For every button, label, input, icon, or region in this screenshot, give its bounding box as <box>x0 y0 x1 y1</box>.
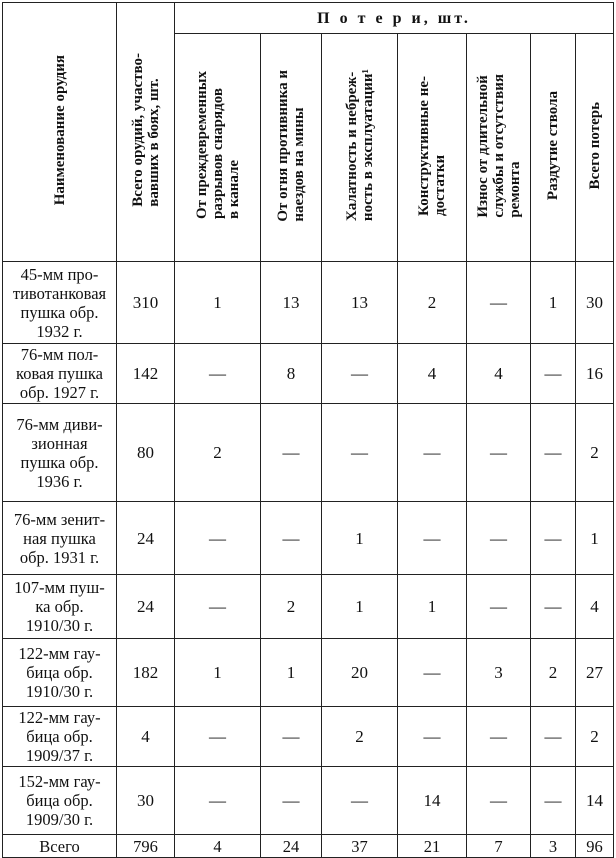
header-loss-col-6 <box>531 34 576 262</box>
total-row <box>3 835 614 858</box>
value-cell: 4 <box>467 344 531 404</box>
value-cell: 16 <box>576 344 614 404</box>
value-cell: — <box>531 575 576 639</box>
value-cell: — <box>175 575 261 639</box>
value-cell: — <box>175 344 261 404</box>
table-row <box>3 262 614 344</box>
value-cell: 14 <box>398 767 467 835</box>
value-cell: — <box>175 502 261 575</box>
header-total-guns-text: Всего орудий, участво- вавших в боях, шт. <box>129 53 162 207</box>
total-value-cell: 7 <box>467 835 531 858</box>
value-cell: 80 <box>117 404 175 502</box>
header-loss-col-text: От преждевременных разрывов снарядов в канале <box>193 71 242 220</box>
value-cell: 13 <box>261 262 322 344</box>
header-loss-col-text: Халатность и небреж- ность в эксплуатации¹ <box>343 69 376 222</box>
total-value-cell: 3 <box>531 835 576 858</box>
value-cell: 24 <box>117 502 175 575</box>
table-row <box>3 502 614 575</box>
header-loss-col-text: От огня противника и наездов на мины <box>275 69 307 222</box>
value-cell: — <box>467 575 531 639</box>
total-value-cell: 96 <box>576 835 614 858</box>
artillery-losses-table <box>2 2 614 858</box>
value-cell: 8 <box>261 344 322 404</box>
value-cell: — <box>398 639 467 707</box>
gun-name-cell: 45-мм про- тивотанковая пушка обр. 1932 г. <box>3 262 117 344</box>
value-cell: — <box>467 707 531 767</box>
table-row <box>3 575 614 639</box>
table-row <box>3 344 614 404</box>
value-cell: 1 <box>261 639 322 707</box>
value-cell: 30 <box>576 262 614 344</box>
total-value-cell: 24 <box>261 835 322 858</box>
value-cell: 1 <box>175 262 261 344</box>
gun-name-cell: 76-мм диви- зионная пушка обр. 1936 г. <box>3 404 117 502</box>
value-cell: — <box>467 262 531 344</box>
header-loss-col-text: Раздутие ствола <box>545 90 561 201</box>
table-row <box>3 767 614 835</box>
header-loss-col-text: Износ от длительной службы и отсутствия ремонта <box>474 73 523 218</box>
total-value-cell: 796 <box>117 835 175 858</box>
value-cell: — <box>531 767 576 835</box>
value-cell: — <box>531 502 576 575</box>
value-cell: — <box>261 707 322 767</box>
gun-name-cell: 152-мм гау- бица обр. 1909/30 г. <box>3 767 117 835</box>
total-value-cell: 4 <box>175 835 261 858</box>
value-cell: 182 <box>117 639 175 707</box>
value-cell: 2 <box>576 707 614 767</box>
value-cell: 2 <box>531 639 576 707</box>
value-cell: 4 <box>576 575 614 639</box>
value-cell: — <box>261 502 322 575</box>
header-total-guns <box>117 3 175 262</box>
value-cell: 1 <box>398 575 467 639</box>
header-loss-col-4 <box>398 34 467 262</box>
gun-name-cell: 107-мм пуш- ка обр. 1910/30 г. <box>3 575 117 639</box>
value-cell: 20 <box>322 639 398 707</box>
value-cell: — <box>398 404 467 502</box>
table-row <box>3 404 614 502</box>
table-row <box>3 707 614 767</box>
value-cell: 4 <box>398 344 467 404</box>
value-cell: — <box>531 404 576 502</box>
value-cell: — <box>261 404 322 502</box>
header-loss-col-1 <box>175 34 261 262</box>
value-cell: — <box>398 502 467 575</box>
table-body <box>3 3 614 858</box>
value-cell: — <box>467 502 531 575</box>
total-value-cell: 21 <box>398 835 467 858</box>
value-cell: 2 <box>576 404 614 502</box>
value-cell: 310 <box>117 262 175 344</box>
value-cell: — <box>467 404 531 502</box>
value-cell: — <box>322 767 398 835</box>
value-cell: — <box>261 767 322 835</box>
value-cell: 1 <box>322 502 398 575</box>
value-cell: — <box>322 344 398 404</box>
header-name <box>3 3 117 262</box>
value-cell: — <box>531 707 576 767</box>
value-cell: — <box>531 344 576 404</box>
value-cell: — <box>322 404 398 502</box>
value-cell: 1 <box>175 639 261 707</box>
gun-name-cell: 76-мм зенит- ная пушка обр. 1931 г. <box>3 502 117 575</box>
value-cell: 27 <box>576 639 614 707</box>
header-loss-col-3 <box>322 34 398 262</box>
total-label-cell: Всего <box>3 835 117 858</box>
value-cell: 30 <box>117 767 175 835</box>
value-cell: 2 <box>175 404 261 502</box>
value-cell: — <box>467 767 531 835</box>
total-value-cell: 37 <box>322 835 398 858</box>
header-loss-col-text: Конструктивные не- достатки <box>416 75 448 216</box>
value-cell: — <box>398 707 467 767</box>
gun-name-cell: 122-мм гау- бица обр. 1910/30 г. <box>3 639 117 707</box>
value-cell: 1 <box>576 502 614 575</box>
header-loss-col-5 <box>467 34 531 262</box>
table-row <box>3 639 614 707</box>
header-losses-group: П о т е р и, шт. <box>175 3 614 34</box>
value-cell: 2 <box>398 262 467 344</box>
header-name-text: Наименование орудия <box>51 54 68 206</box>
value-cell: — <box>175 707 261 767</box>
value-cell: 1 <box>322 575 398 639</box>
value-cell: 2 <box>322 707 398 767</box>
header-loss-col-7 <box>576 34 614 262</box>
value-cell: 14 <box>576 767 614 835</box>
header-loss-col-2 <box>261 34 322 262</box>
value-cell: 1 <box>531 262 576 344</box>
gun-name-cell: 122-мм гау- бица обр. 1909/37 г. <box>3 707 117 767</box>
header-row-1 <box>3 3 614 34</box>
value-cell: — <box>175 767 261 835</box>
value-cell: 24 <box>117 575 175 639</box>
gun-name-cell: 76-мм пол- ковая пушка обр. 1927 г. <box>3 344 117 404</box>
header-loss-col-text: Всего потерь <box>586 101 603 190</box>
value-cell: 2 <box>261 575 322 639</box>
value-cell: 13 <box>322 262 398 344</box>
value-cell: 4 <box>117 707 175 767</box>
value-cell: 3 <box>467 639 531 707</box>
value-cell: 142 <box>117 344 175 404</box>
